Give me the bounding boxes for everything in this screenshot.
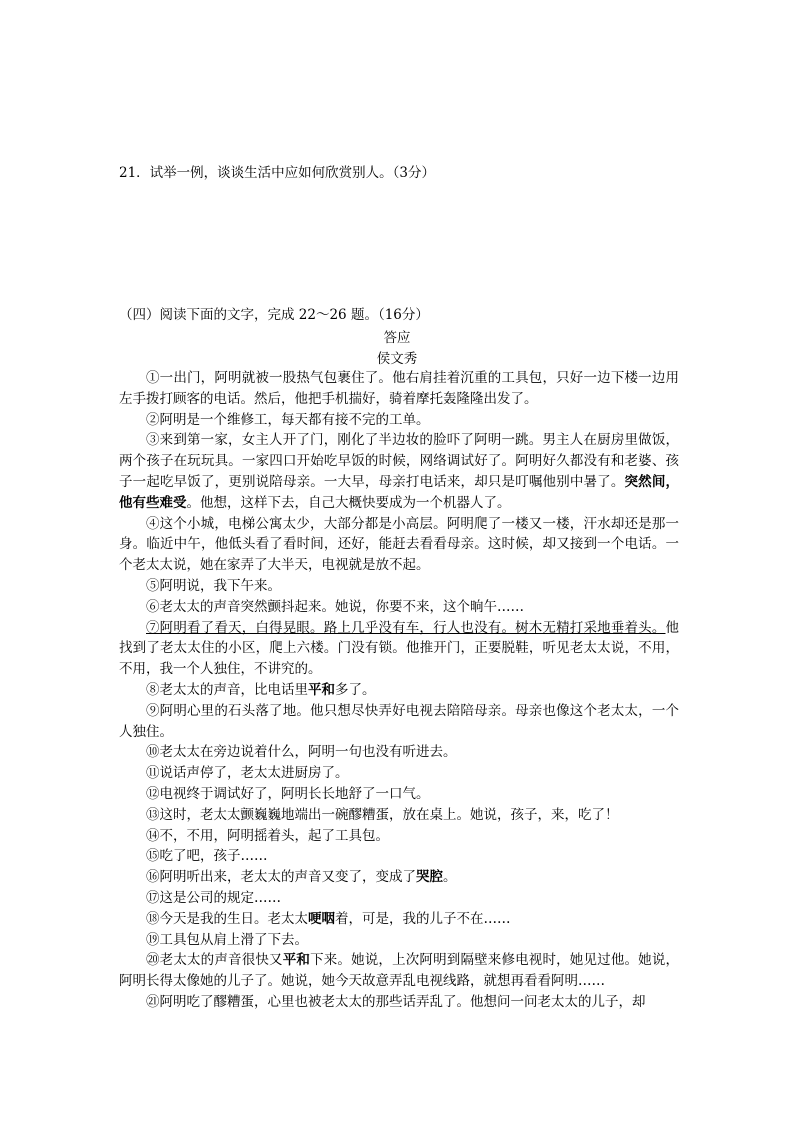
paragraph-11: ⑪说话声停了，老太太进厨房了。 <box>146 765 349 782</box>
paragraph-2: ②阿明是一个维修工，每天都有接不完的工单。 <box>146 411 430 428</box>
paragraph-8-tail: 多了。 <box>335 681 376 698</box>
paragraph-4: ④这个小城，电梯公寓太少，大部分都是小高层。阿明爬了一楼又一楼，汗水却还是那一身。临近中午，他低头看了看时间，还好，能赶去看看母亲。这时候，却又接到一个电话。一个老太太说，她在家弄了大半天，电视就是放不起。 <box>119 515 679 574</box>
paragraph-20-text: ⑳老太太的声音很快又 <box>146 952 283 969</box>
paragraph-20 <box>119 950 679 992</box>
article-title: 答应 <box>383 330 411 346</box>
paragraph-3-text: ③来到第一家，女主人开了门，刚化了半边妆的脸吓了阿明一跳。男主人在厨房里做饭，两个孩子在玩玩具。一家四口开始吃早饭的时候，网络调试好了。阿明好久都没有和老婆、孩子一起吃早饭了，更别说陪母亲。一大早，母亲打电话来，却只是叮嘱他别中暑了。 <box>119 432 679 490</box>
paragraph-18-bold-word: 哽咽 <box>308 910 335 927</box>
paragraph-19: ⑲工具包从肩上滑了下去。 <box>146 931 308 948</box>
paragraph-10: ⑩老太太在旁边说着什么，阿明一句也没有听进去。 <box>146 744 457 761</box>
paragraph-13: ⑬这时，老太太颤巍巍地端出一碗醪糟蛋，放在桌上。她说，孩子，来，吃了！ <box>146 806 619 823</box>
paragraph-7-underlined-sentence: ⑦阿明看了看天，白得晃眼。路上几乎没有车，行人也没有。树木无精打采地垂着头。 <box>146 619 666 636</box>
paragraph-1: ①一出门，阿明就被一股热气包裹住了。他右肩挂着沉重的工具包，只好一边下楼一边用左手拨打顾客的电话。然后，他把手机揣好，骑着摩托轰隆隆出发了。 <box>119 370 679 407</box>
section-4-instruction: （四）阅读下面的文字，完成 22～26 题。（16分） <box>119 307 429 323</box>
paragraph-18-text: ⑱今天是我的生日。老太太 <box>146 910 308 927</box>
paragraph-5: ⑤阿明说，我下午来。 <box>146 577 281 594</box>
paragraph-21: ㉑阿明吃了醪糟蛋，心里也被老太太的那些话弄乱了。他想问一问老太太的儿子，却 <box>146 993 646 1010</box>
paragraph-6: ⑥老太太的声音突然颤抖起来。她说，你要不来，这个晌午…… <box>146 598 524 615</box>
article-body <box>119 368 679 1013</box>
paragraph-20-tail: 下来。她说，上次阿明到隔壁来修电视时，她见过他。她说，阿明长得太像她的儿子了。她说，她今天故意弄乱电视线路，就想再看看阿明…… <box>119 952 680 990</box>
paragraph-8-text: ⑧老太太的声音，比电话里 <box>146 681 308 698</box>
paragraph-18-tail: 着，可是，我的儿子不在…… <box>335 910 511 927</box>
paragraph-15: ⑮吃了吧，孩子…… <box>146 848 268 865</box>
paragraph-16-bold-word: 哭腔 <box>416 869 443 886</box>
article-author: 侯文秀 <box>376 351 418 367</box>
paragraph-18 <box>119 909 679 930</box>
paragraph-16 <box>119 867 679 888</box>
paragraph-17: ⑰这是公司的规定…… <box>146 889 281 906</box>
paragraph-20-bold-word: 平和 <box>282 952 311 969</box>
paragraph-3-bold-phrase: 突然间，他有些难受 <box>119 473 680 511</box>
paragraph-12: ⑫电视终于调试好了，阿明长长地舒了一口气。 <box>146 785 430 802</box>
paragraph-8 <box>119 680 679 701</box>
paragraph-16-tail: 。 <box>443 869 457 886</box>
paragraph-9: ⑨阿明心里的石头落了地。他只想尽快弄好电视去陪陪母亲。母亲也像这个老太太，一个人独住。 <box>119 702 679 740</box>
paragraph-16-text: ⑯阿明听出来，老太太的声音又变了，变成了 <box>146 869 416 886</box>
paragraph-3 <box>119 430 679 513</box>
paragraph-3-tail: 。他想，这样下去，自己大概快要成为一个机器人了。 <box>186 494 511 511</box>
question-21: 21．试举一例，谈谈生活中应如何欣赏别人。（3分） <box>119 165 436 181</box>
paragraph-14: ⑭不，不用，阿明摇着头，起了工具包。 <box>146 827 389 844</box>
paragraph-7 <box>119 618 679 680</box>
paragraph-8-bold-word: 平和 <box>308 681 335 698</box>
paragraph-7-tail: 他找到了老太太住的小区，爬上六楼。门没有锁。他推开门，正要脱鞋，听见老太太说，不用，不用，我一个人独住，不讲究的。 <box>119 619 679 678</box>
